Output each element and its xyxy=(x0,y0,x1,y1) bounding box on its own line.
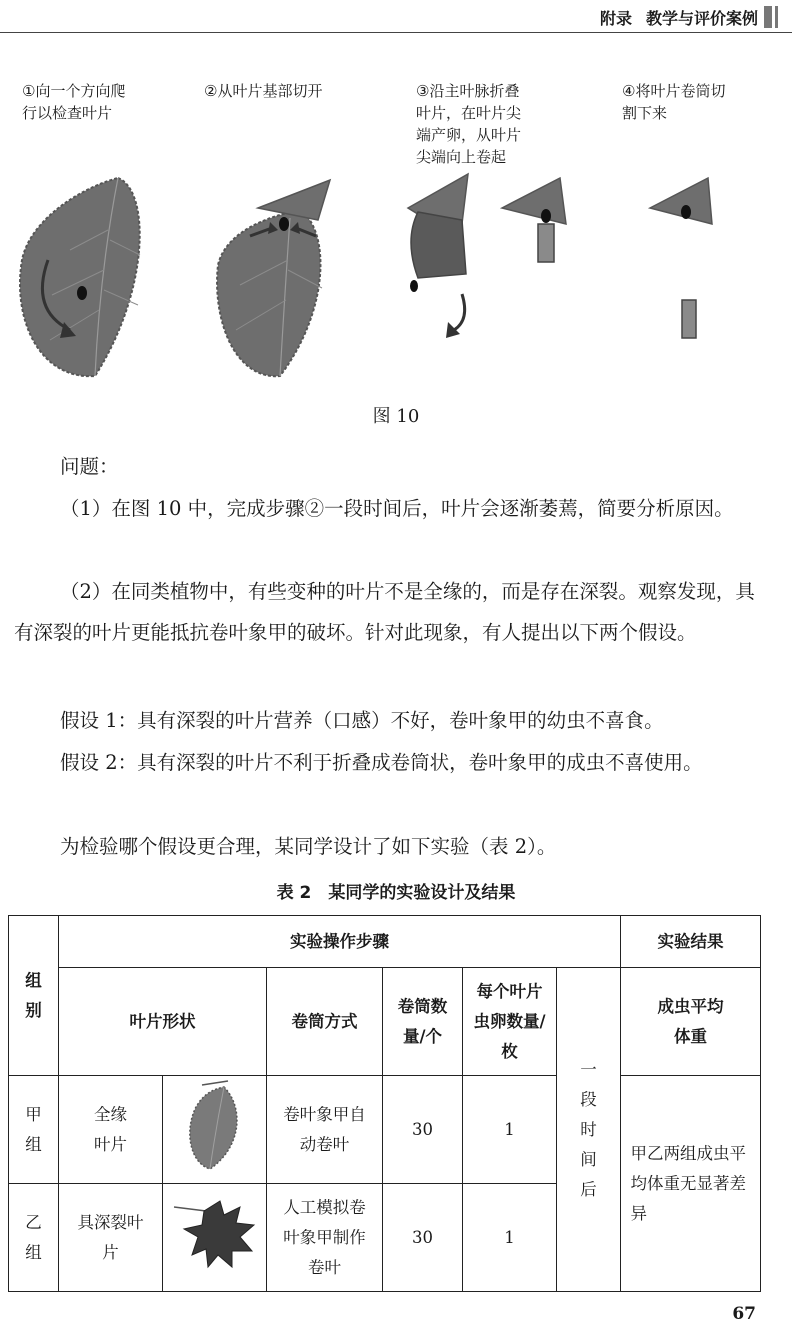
row-leaf-image xyxy=(163,1184,267,1292)
header-eggs: 每个叶片虫卵数量/枚 xyxy=(463,968,557,1076)
step-1-leaf xyxy=(20,178,140,376)
hypothesis-2: 假设 2：具有深裂的叶片不利于折叠成卷筒状，卷叶象甲的成虫不喜使用。 xyxy=(60,751,703,774)
hypothesis-1: 假设 1：具有深裂的叶片营养（口感）不好，卷叶象甲的幼虫不喜食。 xyxy=(60,709,664,732)
table-row xyxy=(9,1076,761,1184)
step-3-caption: ③沿主叶脉折叠 叶片，在叶片尖 端产卵，从叶片 尖端向上卷起 xyxy=(416,82,522,166)
row-eggs: 1 xyxy=(463,1076,557,1184)
row-method: 卷叶象甲自动卷叶 xyxy=(267,1076,383,1184)
row-method: 人工模拟卷叶象甲制作卷叶 xyxy=(267,1184,383,1292)
step-4-caption: ④将叶片卷筒切 割下来 xyxy=(622,82,726,122)
header-group: 组别 xyxy=(9,916,59,1076)
page-number: 67 xyxy=(732,1304,756,1324)
header-result: 实验结果 xyxy=(621,916,761,968)
result-cell: 甲乙两组成虫平均体重无显著差异 xyxy=(621,1076,761,1292)
header-rule xyxy=(0,32,792,33)
header-weight: 成虫平均体重 xyxy=(621,968,761,1076)
row-group: 甲组 xyxy=(9,1076,59,1184)
header-bar xyxy=(764,6,772,28)
header-leaf-shape: 叶片形状 xyxy=(59,968,267,1076)
question-1: （1）在图 10 中，完成步骤②一段时间后，叶片会逐渐萎蔫，简要分析原因。 xyxy=(60,497,734,520)
row-group: 乙组 xyxy=(9,1184,59,1292)
lobed-leaf-icon xyxy=(170,1193,260,1273)
step-4-leaf xyxy=(650,178,712,338)
row-eggs: 1 xyxy=(463,1184,557,1292)
question-2: （2）在同类植物中，有些变种的叶片不是全缘的，而是存在深裂。观察发现，具有深裂的叶片更能抵抗卷叶象甲的破坏。针对此现象，有人提出以下两个假设。 xyxy=(14,580,755,644)
step-3-rolls xyxy=(408,174,566,338)
row-shape: 具深裂叶片 xyxy=(59,1184,163,1292)
figure-10-illustration xyxy=(0,170,792,390)
row-count: 30 xyxy=(383,1076,463,1184)
table-caption: 表 2 某同学的实验设计及结果 xyxy=(276,883,516,903)
step-2-leaf xyxy=(217,180,330,376)
step-2-caption: ②从叶片基部切开 xyxy=(204,82,323,100)
row-count: 30 xyxy=(383,1184,463,1292)
question-label: 问题： xyxy=(60,455,119,478)
experiment-intro: 为检验哪个假设更合理，某同学设计了如下实验（表 2）。 xyxy=(60,835,557,858)
figure-caption: 图 10 xyxy=(372,406,420,427)
whole-leaf-icon xyxy=(180,1077,250,1173)
header-operations: 实验操作步骤 xyxy=(59,916,621,968)
header-roll-method: 卷筒方式 xyxy=(267,968,383,1076)
header-section: 附录 xyxy=(599,8,632,28)
experiment-table xyxy=(8,915,761,1292)
time-cell: 一段时间后 xyxy=(557,968,621,1292)
row-leaf-image xyxy=(163,1076,267,1184)
running-header xyxy=(600,4,778,30)
header-bar-thin xyxy=(775,6,778,28)
header-title: 教学与评价案例 xyxy=(645,8,758,28)
header-roll-count: 卷筒数量/个 xyxy=(383,968,463,1076)
step-1-caption: ①向一个方向爬 行以检查叶片 xyxy=(22,82,126,122)
row-shape: 全缘叶片 xyxy=(59,1076,163,1184)
